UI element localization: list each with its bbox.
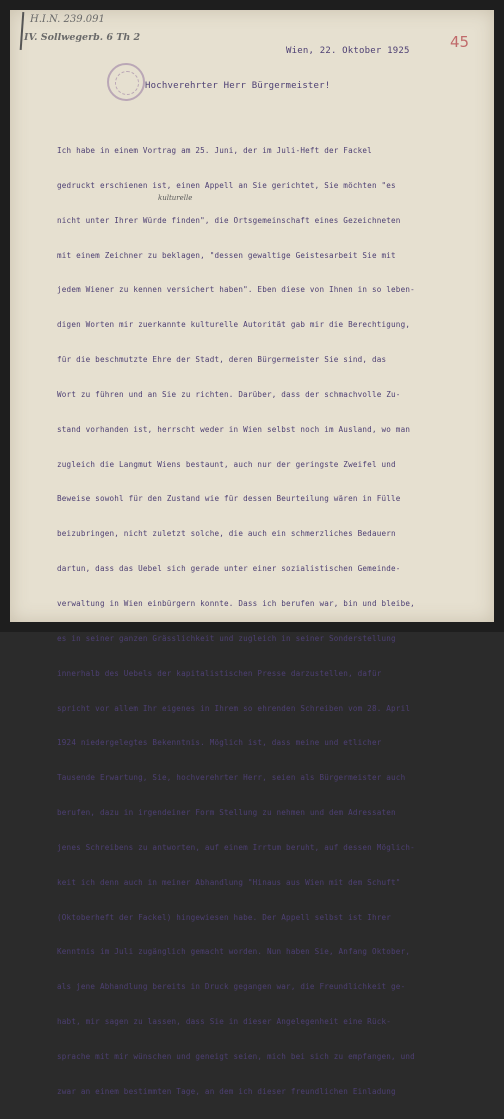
letter-line: beizubringen, nicht zuletzt solche, die auch ein schmerzliches Bedauern	[57, 529, 396, 539]
letter-line: nicht unter Ihrer Würde finden", die Ortsgemeinschaft eines Gezeichneten	[57, 215, 401, 225]
letter-line: Tausende Erwartung, Sie, hochverehrter Herr, seien als Bürgermeister auch	[57, 773, 406, 783]
letter-line: zugleich die Langmut Wiens bestaunt, auch nur der geringste Zweifel und	[57, 459, 396, 469]
letter-line: mit einem Zeichner zu beklagen, "dessen gewaltige Geistesarbeit Sie mit	[57, 250, 396, 260]
letter-salutation: Hochverehrter Herr Bürgermeister!	[145, 81, 331, 91]
letter-body	[57, 125, 415, 1119]
letter-line: Beweise sowohl für den Zustand wie für dessen Beurteilung wären in Fülle	[57, 494, 401, 504]
letter-line: Kenntnis im Juli zugänglich gemacht worden. Nun haben Sie, Anfang Oktober,	[57, 947, 411, 957]
letter-line: Wort zu führen und an Sie zu richten. Darüber, dass der schmachvolle Zu-	[57, 389, 401, 399]
handwritten-insertion: kulturelle	[158, 194, 193, 202]
letter-line: stand vorhanden ist, herrscht weder in Wien selbst noch im Ausland, wo man	[57, 424, 411, 434]
letter-line: keit ich denn auch in meiner Abhandlung "Hinaus aus Wien mit dem Schuft"	[57, 877, 401, 887]
letter-line: jenes Schreibens zu antworten, auf einem Irrtum beruht, auf dessen Möglich-	[57, 842, 415, 852]
letter-line: für die beschmutzte Ehre der Stadt, deren Bürgermeister Sie sind, das	[57, 355, 387, 365]
letter-line: sprache mit mir wünschen und geneigt seien, mich bei sich zu empfangen, und	[57, 1051, 415, 1061]
archive-catalog-number: H.I.N. 239.091	[30, 14, 105, 25]
letter-line: habt, mir sagen zu lassen, dass Sie in dieser Angelegenheit eine Rück-	[57, 1017, 392, 1027]
archive-stamp	[107, 63, 145, 101]
letter-line: als jene Abhandlung bereits in Druck gegangen war, die Freundlichkeit ge-	[57, 982, 406, 992]
letter-line: Ich habe in einem Vortrag am 25. Juni, der im Juli-Heft der Fackel	[57, 146, 372, 155]
letter-line: jedem Wiener zu kennen versichert haben". Eben diese von Ihnen in so leben-	[57, 285, 415, 295]
letter-line: digen Worten mir zuerkannte kulturelle Autorität gab mir die Berechtigung,	[57, 320, 411, 330]
letter-line: gedruckt erschienen ist, einen Appell an Sie gerichtet, Sie möchten "es	[57, 180, 396, 190]
letter-line: zwar an einem bestimmten Tage, an dem ich dieser freundlichen Einladung	[57, 1086, 396, 1096]
letter-line: berufen, dazu in irgendeiner Form Stellung zu nehmen und dem Adressaten	[57, 808, 396, 818]
letter-line: 1924 niedergelegtes Bekenntnis. Möglich ist, dass meine und etlicher	[57, 738, 382, 748]
letter-line: spricht vor allem Ihr eigenes in Ihrem so ehrenden Schreiben vom 28. April	[57, 703, 411, 713]
letter-line: innerhalb des Uebels der kapitalistischen Presse darzustellen, dafür	[57, 668, 382, 678]
page-number: 45	[450, 33, 470, 51]
letter-date: Wien, 22. Oktober 1925	[286, 46, 410, 56]
letter-line: es in seiner ganzen Grässlichkeit und zugleich in seiner Sonderstellung	[57, 633, 396, 643]
letter-line: (Oktoberheft der Fackel) hingewiesen habe. Der Appell selbst ist Ihrer	[57, 912, 392, 922]
letter-line: dartun, dass das Uebel sich gerade unter einer sozialistischen Gemeinde-	[57, 564, 401, 574]
archive-collection-note: IV. Sollwegerb. 6 Th 2	[24, 32, 141, 43]
letter-line: verwaltung in Wien einbürgern konnte. Dass ich berufen war, bin und bleibe,	[57, 598, 415, 608]
